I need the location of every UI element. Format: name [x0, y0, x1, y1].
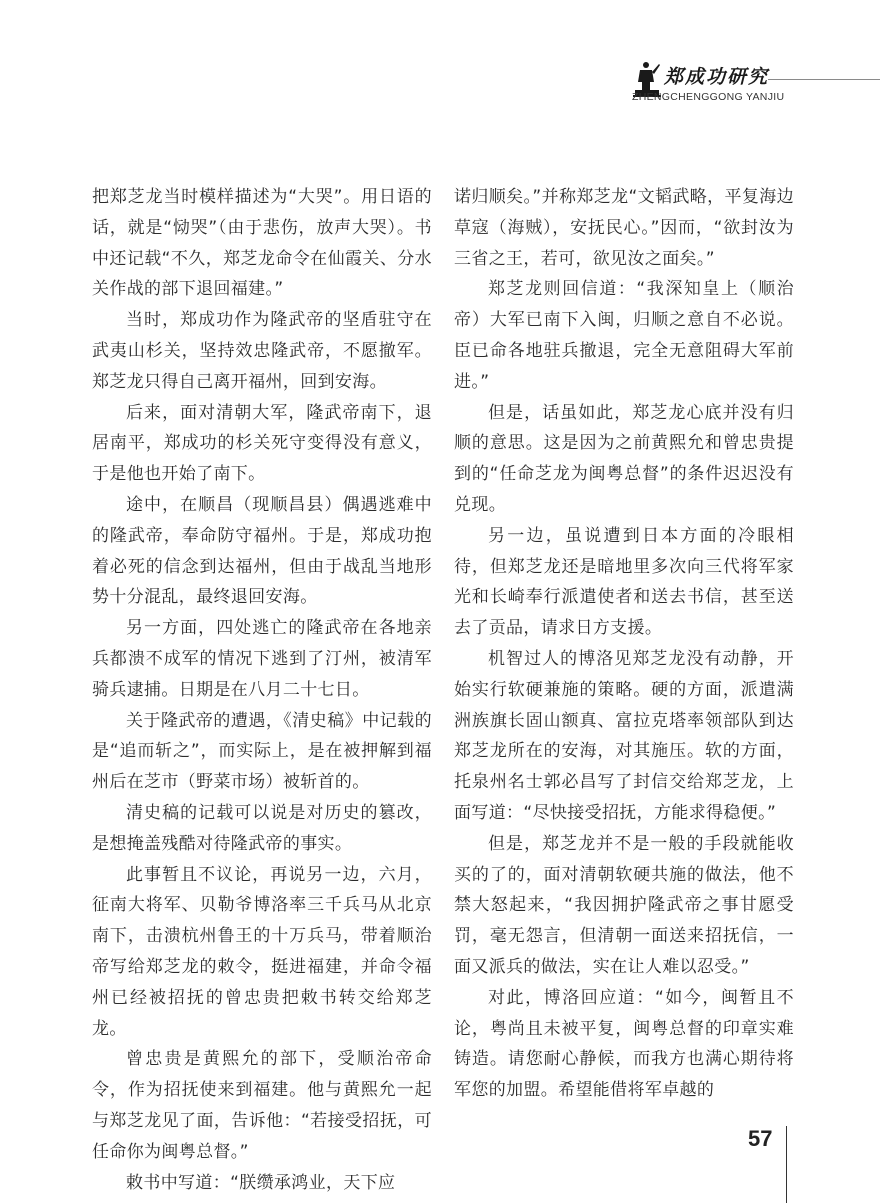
page-number: 57 [748, 1126, 773, 1151]
left-text-column [92, 182, 432, 1198]
paragraph: 敕书中写道：“朕缵承鸿业，天下应 [126, 1172, 396, 1193]
paragraph: 机智过人的博洛见郑芝龙没有动静，开始实行软硬兼施的策略。硬的方面，派遣满洲族旗长固山额真、富拉克塔率领部队到达郑芝龙所在的安海，对其施压。软的方面，托泉州名士郭必昌写了封信交给郑芝龙，上面写道：“尽快接受招抚，方能求得稳便。” [454, 648, 794, 823]
paragraph: 诺归顺矣。”并称郑芝龙“文韬武略，平复海边草寇（海贼），安抚民心。”因而，“欲封汝为三省之王，若可，欲见汝之面矣。” [454, 187, 794, 269]
journal-title: 郑成功研究 [664, 66, 770, 88]
paragraph: 另一方面，四处逃亡的隆武帝在各地亲兵都溃不成军的情况下逃到了汀州，被清军骑兵逮捕。日期是在八月二十七日。 [92, 618, 432, 700]
paragraph: 对此，博洛回应道：“如今，闽暂且不论，粤尚且未被平复，闽粤总督的印章实难铸造。请您耐心静候，而我方也满心期待将军您的加盟。希望能借将军卓越的 [454, 987, 794, 1101]
running-header [630, 58, 880, 108]
paragraph: 另一边，虽说遭到日本方面的冷眼相待，但郑芝龙还是暗地里多次向三代将军家光和长崎奉行派遣使者和送去书信，甚至送去了贡品，请求日方支援。 [454, 525, 794, 639]
paragraph: 但是，郑芝龙并不是一般的手段就能收买的了的，面对清朝软硬共施的做法，他不禁大怒起来，“我因拥护隆武帝之事甘愿受罚，毫无怨言，但清朝一面送来招抚信，一面又派兵的做法，实在让人难以忍受。” [454, 833, 794, 977]
paragraph: 曾忠贵是黄熙允的部下，受顺治帝命令，作为招抚使来到福建。他与黄熙允一起与郑芝龙见了面，告诉他：“若接受招抚，可任命你为闽粤总督。” [92, 1049, 432, 1162]
journal-subtitle: ZHENGCHENGGONG YANJIU [632, 91, 785, 103]
paragraph: 此事暂且不议论，再说另一边，六月，征南大将军、贝勒爷博洛率三千兵马从北京南下，击溃杭州鲁王的十万兵马，带着顺治帝写给郑芝龙的敕令，挺进福建，并命令福州已经被招抚的曾忠贵把敕书转交给郑芝龙。 [92, 864, 432, 1039]
paragraph: 把郑芝龙当时模样描述为“大哭”。用日语的话，就是“恸哭”（由于悲伤，放声大哭）。书中还记载“不久，郑芝龙命令在仙霞关、分水关作战的部下退回福建。” [92, 187, 432, 300]
paragraph: 清史稿的记载可以说是对历史的篡改，是想掩盖残酷对待隆武帝的事实。 [92, 802, 432, 854]
header-divider [768, 79, 880, 80]
paragraph: 关于隆武帝的遭遇，《清史稿》中记载的是“追而斩之”，而实际上，是在被押解到福州后在芝市（野菜市场）被斩首的。 [92, 710, 432, 793]
paragraph: 当时，郑成功作为隆武帝的坚盾驻守在武夷山杉关，坚持效忠隆武帝，不愿撤军。郑芝龙只得自己离开福州，回到安海。 [92, 310, 432, 392]
paragraph: 后来，面对清朝大军，隆武帝南下，退居南平，郑成功的杉关死守变得没有意义，于是他也开始了南下。 [92, 402, 432, 485]
paragraph: 郑芝龙则回信道：“我深知皇上（顺治帝）大军已南下入闽，归顺之意自不必说。臣已命各地驻兵撤退，完全无意阻碍大军前进。” [454, 279, 794, 392]
footer-divider [786, 1126, 787, 1203]
paragraph: 但是，话虽如此，郑芝龙心底并没有归顺的意思。这是因为之前黄熙允和曾忠贵提到的“任命芝龙为闽粤总督”的条件迟迟没有兑现。 [454, 402, 794, 515]
right-text-column [454, 182, 794, 1106]
paragraph: 途中，在顺昌（现顺昌县）偶遇逃难中的隆武帝，奉命防守福州。于是，郑成功抱着必死的信念到达福州，但由于战乱当地形势十分混乱，最终退回安海。 [92, 494, 432, 608]
